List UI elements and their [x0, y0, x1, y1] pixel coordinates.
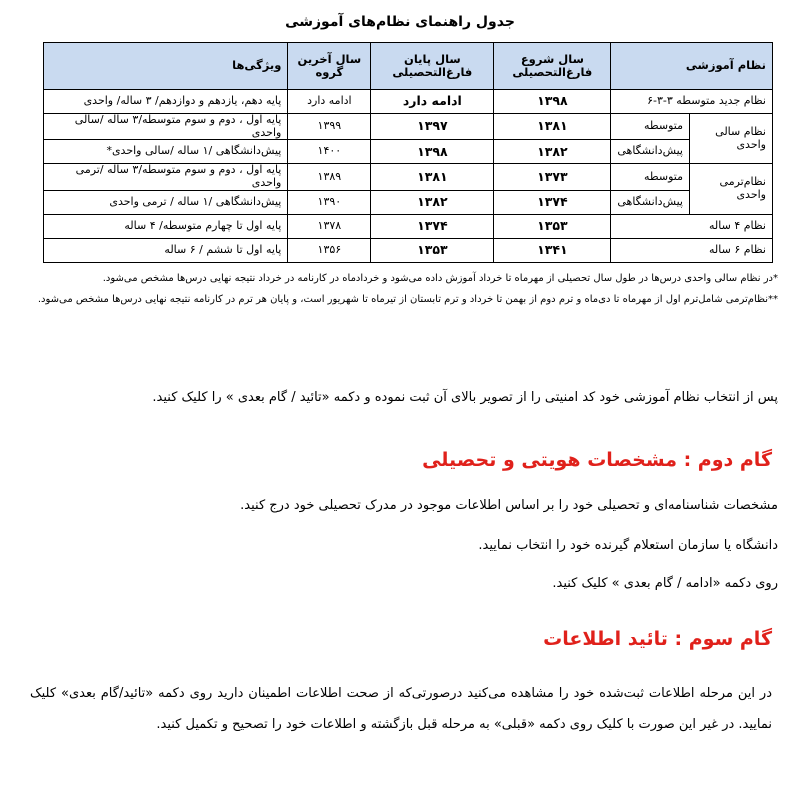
cell-start: ۱۳۵۳: [494, 214, 611, 238]
table-row: [44, 214, 773, 238]
cell-features: پایه اول ، دوم و سوم متوسطه/۳ ساله /سالی واحدی: [44, 114, 288, 140]
cell-system: نظام سالی واحدی: [690, 114, 773, 164]
cell-end: ۱۳۹۸: [371, 140, 494, 164]
cell-end: ۱۳۷۴: [371, 214, 494, 238]
table-row: [44, 164, 773, 190]
header-last-group: سال آخرین گروه: [288, 43, 371, 90]
cell-last: ۱۳۵۶: [288, 238, 371, 262]
cell-start: ۱۳۷۳: [494, 164, 611, 190]
cell-start: ۱۳۴۱: [494, 238, 611, 262]
step3-paragraph: در این مرحله اطلاعات ثبت‌شده خود را مشاهده می‌کنید درصورتی‌که از صحت اطلاعات اطمینان دارید روی دکمه «تائید/گام بعدی» کلیک نمایید. در غیر این صورت با کلیک روی دکمه «قبلی» به مرحله قبل بازگشته و اطلاعات خود را تصحیح و تکمیل کنید.: [30, 686, 772, 732]
cell-end: ۱۳۹۷: [371, 114, 494, 140]
education-systems-table: [43, 42, 773, 263]
header-system: نظام آموزشی: [611, 43, 773, 90]
cell-system: نظام‌ترمی واحدی: [690, 164, 773, 214]
cell-end: ۱۳۸۱: [371, 164, 494, 190]
cell-features: پیش‌دانشگاهی /۱ ساله /سالی واحدی*: [44, 140, 288, 164]
step2-line: دانشگاه یا سازمان استعلام گیرنده خود را انتخاب نمایید.: [478, 538, 778, 553]
table-footnotes: [30, 268, 778, 310]
cell-end: ادامه دارد: [371, 90, 494, 114]
step2-line: مشخصات شناسنامه‌ای و تحصیلی خود را بر اساس اطلاعات موجود در مدرک تحصیلی خود درج کنید.: [240, 498, 778, 513]
table-row: [44, 238, 773, 262]
cell-last: ادامه دارد: [288, 90, 371, 114]
cell-features: پایه اول تا ششم / ۶ ساله: [44, 238, 288, 262]
table-header-row: [44, 43, 773, 90]
step3-heading: گام سوم : تائید اطلاعات: [543, 628, 772, 650]
step2-heading: گام دوم : مشخصات هویتی و تحصیلی: [422, 449, 772, 471]
header-end-year: سال پایان فارغ‌التحصیلی: [371, 43, 494, 90]
cell-start: ۱۳۸۱: [494, 114, 611, 140]
cell-last: ۱۳۷۸: [288, 214, 371, 238]
cell-features: پیش‌دانشگاهی /۱ ساله / ترمی واحدی: [44, 190, 288, 214]
cell-features: پایه دهم، یازدهم و دوازدهم/ ۳ ساله/ واحدی: [44, 90, 288, 114]
step2-line: روی دکمه «ادامه / گام بعدی » کلیک کنید.: [552, 576, 778, 591]
cell-start: ۱۳۹۸: [494, 90, 611, 114]
table-row: [44, 190, 773, 214]
cell-system: نظام ۶ ساله: [611, 238, 773, 262]
cell-system: نظام جدید متوسطه ۳-۳-۶: [611, 90, 773, 114]
cell-last: ۱۳۹۹: [288, 114, 371, 140]
cell-system: نظام ۴ ساله: [611, 214, 773, 238]
cell-start: ۱۳۸۲: [494, 140, 611, 164]
cell-subsystem: پیش‌دانشگاهی: [611, 190, 690, 214]
cell-end: ۱۳۸۲: [371, 190, 494, 214]
cell-last: ۱۴۰۰: [288, 140, 371, 164]
cell-features: پایه اول تا چهارم متوسطه/ ۴ ساله: [44, 214, 288, 238]
cell-last: ۱۳۸۹: [288, 164, 371, 190]
table-row: [44, 90, 773, 114]
footnote-semester-term: **نظام‌ترمی شامل‌ترم اول از مهرماه تا دی‌ماه و ترم دوم از بهمن تا خرداد و ترم تابستان از تیرماه تا شهریور است، و پایان هر ترم در کارنامه نتیجه نهایی درس‌ها مشخص می‌شود.: [37, 294, 778, 305]
intro-paragraph: پس از انتخاب نظام آموزشی خود کد امنیتی را از تصویر بالای آن ثبت نموده و دکمه «تائید / گام بعدی » را کلیک کنید.: [152, 390, 778, 405]
table-row: [44, 140, 773, 164]
footnote-semester-yearly: *در نظام سالی واحدی درس‌ها در طول سال تحصیلی از مهرماه تا خرداد آموزش داده می‌شود و خردادماه در کارنامه در خرداد نتیجه نهایی درس‌ها مشخص می‌شود.: [102, 273, 778, 284]
cell-end: ۱۳۵۳: [371, 238, 494, 262]
cell-subsystem: متوسطه: [611, 114, 690, 140]
cell-start: ۱۳۷۴: [494, 190, 611, 214]
header-start-year: سال شروع فارغ‌التحصیلی: [494, 43, 611, 90]
table-title: جدول راهنمای نظام‌های آموزشی: [285, 14, 515, 30]
table-row: [44, 114, 773, 140]
cell-subsystem: پیش‌دانشگاهی: [611, 140, 690, 164]
header-features: ویژگی‌ها: [44, 43, 288, 90]
cell-last: ۱۳۹۰: [288, 190, 371, 214]
cell-subsystem: متوسطه: [611, 164, 690, 190]
cell-features: پایه اول ، دوم و سوم متوسطه/۳ ساله /ترمی واحدی: [44, 164, 288, 190]
